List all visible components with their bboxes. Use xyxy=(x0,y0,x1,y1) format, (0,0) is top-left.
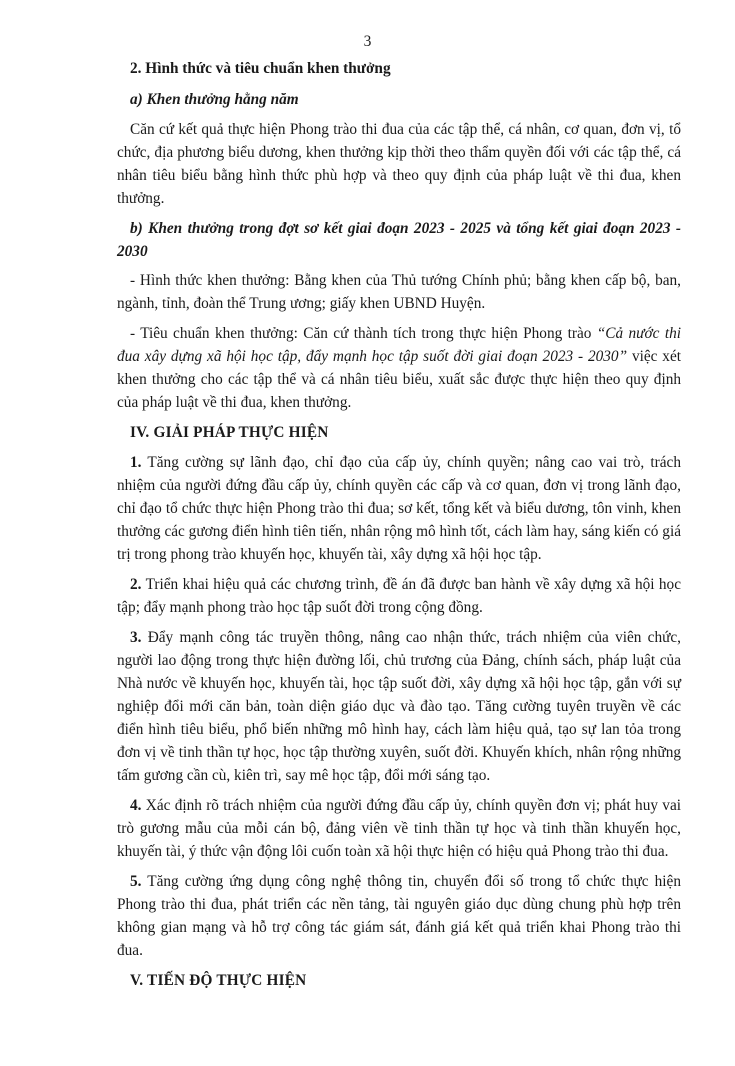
list-item xyxy=(117,451,681,566)
list-item xyxy=(117,573,681,619)
paragraph: - Hình thức khen thưởng: Bằng khen của Thủ tướng Chính phủ; bằng khen cấp bộ, ban, ngành, tỉnh, đoàn thể Trung ương; giấy khen UBND Huyện. xyxy=(117,272,681,312)
item-text: Triển khai hiệu quả các chương trình, đề án đã được ban hành về xây dựng xã hội học tập; đẩy mạnh phong trào học tập suốt đời trong cộng đồng. xyxy=(117,576,681,616)
item-number: 4. xyxy=(130,797,142,814)
section-heading: 2. Hình thức và tiêu chuẩn khen thưởng xyxy=(130,60,391,77)
section-heading: V. TIẾN ĐỘ THỰC HIỆN xyxy=(130,972,307,989)
item-number: 5. xyxy=(130,873,142,890)
item-number: 3. xyxy=(130,629,142,646)
list-item xyxy=(117,794,681,863)
paragraph xyxy=(117,322,681,414)
paragraph-text: việc xét khen thưởng cho các tập thể và cá nhân tiêu biểu, xuất sắc được thực hiện theo quy định của pháp luật về thi đua, khen thưởng. xyxy=(117,348,681,411)
item-number: 2. xyxy=(130,576,142,593)
item-text: Xác định rõ trách nhiệm của người đứng đầu cấp ủy, chính quyền đơn vị; phát huy vai trò gương mẫu của mỗi cán bộ, đảng viên về tinh thần tự học và tinh thần khuyến học, khuyến tài, ý thức vận động lôi cuốn toàn xã hội thực hiện có hiệu quả Phong trào thi đua. xyxy=(117,797,681,860)
item-text: Tăng cường ứng dụng công nghệ thông tin, chuyển đổi số trong tổ chức thực hiện Phong trào thi đua, phát triển các nền tảng, tài nguyên giáo dục dùng chung phù hợp trên không gian mạng và hỗ trợ công tác giám sát, đánh giá kết quả triển khai Phong trào thi đua. xyxy=(117,873,681,959)
paragraph-text: - Tiêu chuẩn khen thưởng: Căn cứ thành tích trong thực hiện Phong trào xyxy=(130,325,597,342)
item-text: Tăng cường sự lãnh đạo, chỉ đạo của cấp ủy, chính quyền; nâng cao vai trò, trách nhiệm của người đứng đầu cấp ủy, chính quyền các cấp và cơ quan, đơn vị trong lãnh đạo, chỉ đạo tổ chức thực hiện Phong trào thi đua; sơ kết, tổng kết và biểu dương, tôn vinh, khen thưởng các gương điển hình tiên tiến, nhân rộng mô hình tốt, cách làm hay, sáng kiến có giá trị trong phong trào khuyến học, khuyến tài, xây dựng xã hội học tập. xyxy=(117,454,681,563)
quoted-title: “Cả nước thi đua xây dựng xã hội học tập, đẩy mạnh học tập suốt đời giai đoạn 2023 - 2030” xyxy=(117,325,681,365)
list-item xyxy=(117,626,681,787)
page-content xyxy=(117,57,681,999)
subsection-heading: a) Khen thưởng hằng năm xyxy=(130,91,299,108)
section-heading: IV. GIẢI PHÁP THỰC HIỆN xyxy=(130,424,329,441)
page-number: 3 xyxy=(363,33,372,50)
subsection-heading: b) Khen thưởng trong đợt sơ kết giai đoạn 2023 - 2025 và tổng kết giai đoạn 2023 - 2030 xyxy=(117,220,681,260)
item-text: Đẩy mạnh công tác truyền thông, nâng cao nhận thức, trách nhiệm của viên chức, người lao động trong thực hiện đường lối, chủ trương của Đảng, chính sách, pháp luật của Nhà nước về khuyến học, khuyến tài, học tập suốt đời, xây dựng xã hội học tập, gắn với sự nghiệp đổi mới căn bản, toàn diện giáo dục và đào tạo. Tăng cường tuyên truyền về các điển hình tiêu biểu, phổ biến những mô hình hay, cách làm hiệu quả, tạo sự lan tỏa trong đơn vị về tinh thần tự học, học tập thường xuyên, suốt đời. Khuyến khích, nhân rộng những tấm gương cần cù, kiên trì, say mê học tập, đổi mới sáng tạo. xyxy=(117,629,681,784)
paragraph: Căn cứ kết quả thực hiện Phong trào thi đua của các tập thể, cá nhân, cơ quan, đơn vị, tổ chức, địa phương biểu dương, khen thưởng kịp thời theo thẩm quyền đối với các tập thể, cá nhân tiêu biểu bằng hình thức phù hợp và theo quy định của pháp luật về thi đua, khen thưởng. xyxy=(117,121,681,207)
item-number: 1. xyxy=(130,454,142,471)
list-item xyxy=(117,870,681,962)
